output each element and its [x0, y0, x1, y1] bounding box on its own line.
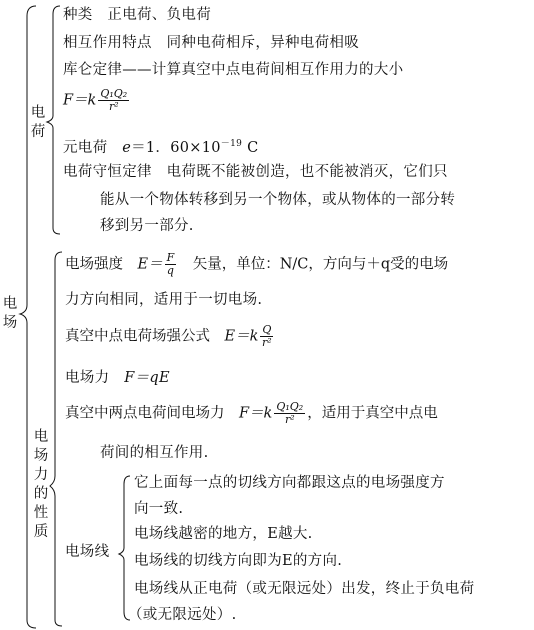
coulomb-formula-lhs: F＝k: [63, 92, 97, 109]
elementary-charge-unit: C: [247, 139, 259, 156]
charge-kinds: 种类 正电荷、负电荷: [63, 7, 211, 23]
electric-force: [65, 368, 170, 388]
two-charges-force-lhs: F＝k: [239, 405, 273, 422]
field-lines-label: 电场线: [65, 544, 110, 560]
coulomb-formula-denominator: r²: [108, 100, 119, 113]
elementary-charge-exponent: －19: [220, 139, 243, 149]
two-charges-force: [65, 401, 438, 426]
conservation-law-line-2: 能从一个物体转移到另一个物体，或从物体的一部分转: [100, 192, 456, 208]
field-strength-description: 矢量，单位：N/C，方向与＋q受的电场: [192, 256, 449, 273]
two-charges-force-suffix: ，适用于真空中点电: [307, 405, 438, 422]
field-strength-label: 电场强度: [65, 256, 123, 273]
elementary-charge-value: ＝1．60×10: [131, 139, 221, 156]
coulomb-formula: [63, 88, 131, 113]
field-strength: [65, 252, 448, 277]
two-charges-force-fraction: [274, 401, 305, 426]
point-charge-field: [65, 324, 275, 349]
root-label: 电场: [2, 296, 18, 331]
point-charge-field-fraction: [260, 324, 273, 349]
field-line-item-1-cont: 向一致.: [134, 501, 184, 517]
two-charges-force-denominator: r²: [284, 413, 295, 426]
two-charges-force-line-2: 荷间的相互作用.: [100, 445, 209, 461]
field-line-item-3: 电场线的切线方向即为E的方向.: [134, 553, 343, 569]
coulomb-formula-fraction: [98, 88, 129, 113]
electric-force-label: 电场力: [65, 370, 110, 386]
field-strength-lhs: E＝: [137, 256, 163, 273]
charge-interaction: 相互作用特点 同种电荷相斥，异种电荷相吸: [63, 35, 359, 51]
point-charge-field-numerator: Q: [262, 323, 272, 336]
field-strength-denominator: q: [166, 264, 174, 277]
coulomb-formula-numerator: Q₁Q₂: [100, 87, 128, 100]
conservation-law-line-1: 电荷守恒定律 电荷既不能被创造，也不能被消灭，它们只: [63, 164, 448, 180]
point-charge-field-lhs: E＝k: [224, 328, 259, 345]
elementary-charge: [63, 134, 258, 158]
two-charges-force-numerator: Q₁Q₂: [276, 400, 304, 413]
conservation-law-line-3: 移到另一部分.: [100, 218, 194, 234]
field-line-item-4-cont: （或无限远处）.: [128, 607, 237, 623]
charge-section-label: 电荷: [30, 105, 46, 140]
field-strength-numerator: F: [166, 251, 175, 264]
field-line-item-4: 电场线从正电荷（或无限远处）出发，终止于负电荷: [134, 581, 475, 597]
elementary-charge-symbol: e: [122, 139, 132, 156]
field-section-label: 电场力的性质: [33, 429, 49, 540]
point-charge-field-label: 真空中点电荷场强公式: [65, 328, 210, 345]
field-line-item-2: 电场线越密的地方，E越大.: [134, 526, 313, 542]
elementary-charge-label: 元电荷: [63, 139, 108, 156]
two-charges-force-label: 真空中两点电荷间电场力: [65, 405, 225, 422]
field-strength-line-2: 力方向相同，适用于一切电场.: [65, 292, 263, 308]
coulomb-law: 库仑定律——计算真空中点电荷间相互作用力的大小: [63, 62, 404, 78]
electric-force-formula: F＝qE: [124, 370, 170, 386]
field-strength-fraction: [165, 252, 177, 277]
point-charge-field-denominator: r²: [262, 336, 272, 349]
field-line-item-1: 它上面每一点的切线方向都跟这点的电场强度方: [134, 475, 445, 491]
